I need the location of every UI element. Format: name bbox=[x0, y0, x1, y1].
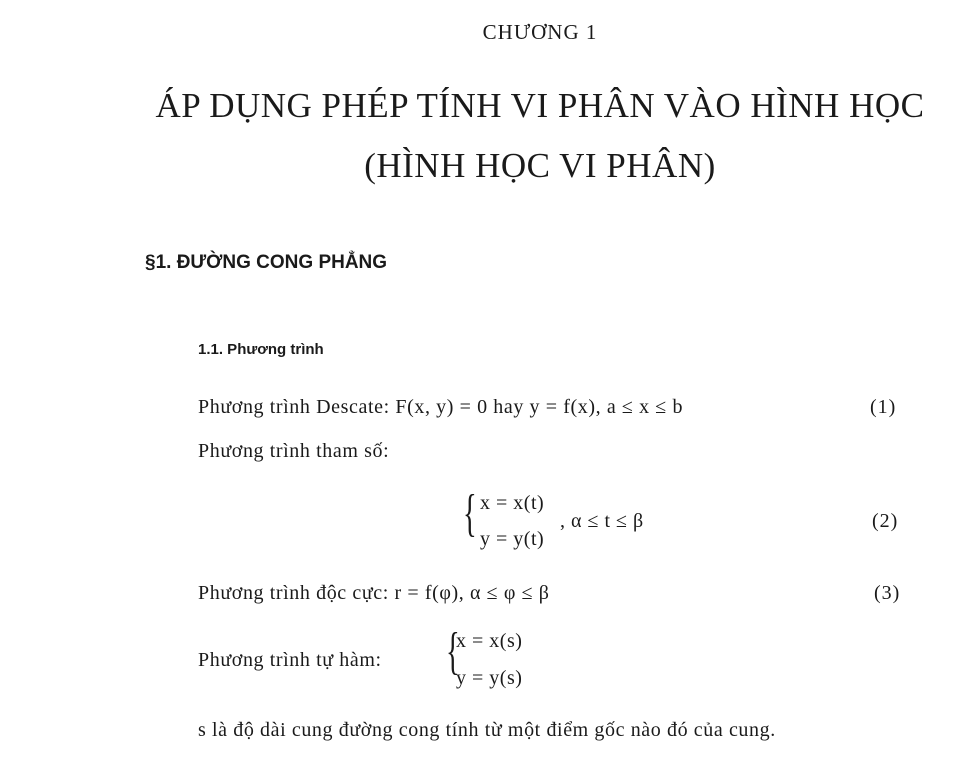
equation-number-3: (3) bbox=[874, 582, 901, 604]
chapter-label: CHƯƠNG 1 bbox=[482, 20, 598, 44]
parametric-eq-y: y = y(t) bbox=[480, 528, 545, 550]
chapter-title-line-1: ÁP DỤNG PHÉP TÍNH VI PHÂN VÀO HÌNH HỌC bbox=[155, 86, 925, 125]
parametric-intro: Phương trình tham số: bbox=[198, 440, 390, 462]
chapter-title-line-2: (HÌNH HỌC VI PHÂN) bbox=[364, 146, 716, 185]
equation-number-2: (2) bbox=[872, 510, 899, 532]
natural-eq-y: y = y(s) bbox=[456, 667, 523, 689]
parametric-condition: , α ≤ t ≤ β bbox=[560, 510, 644, 532]
polar-equation: Phương trình độc cực: r = f(φ), α ≤ φ ≤ β bbox=[198, 582, 550, 604]
equation-number-1: (1) bbox=[870, 396, 897, 418]
closing-sentence: s là độ dài cung đường cong tính từ một điểm gốc nào đó của cung. bbox=[198, 719, 776, 741]
parametric-eq-x: x = x(t) bbox=[480, 492, 545, 514]
natural-eq-x: x = x(s) bbox=[456, 630, 523, 652]
left-brace-icon-2: { bbox=[446, 623, 460, 680]
descartes-equation: Phương trình Descate: F(x, y) = 0 hay y = f(x), a ≤ x ≤ b bbox=[198, 396, 684, 418]
left-brace-icon: { bbox=[463, 485, 477, 542]
natural-equation-label: Phương trình tự hàm: bbox=[198, 649, 382, 671]
section-heading: §1. ĐƯỜNG CONG PHẲNG bbox=[145, 252, 388, 273]
subsection-heading: 1.1. Phương trình bbox=[198, 341, 324, 358]
